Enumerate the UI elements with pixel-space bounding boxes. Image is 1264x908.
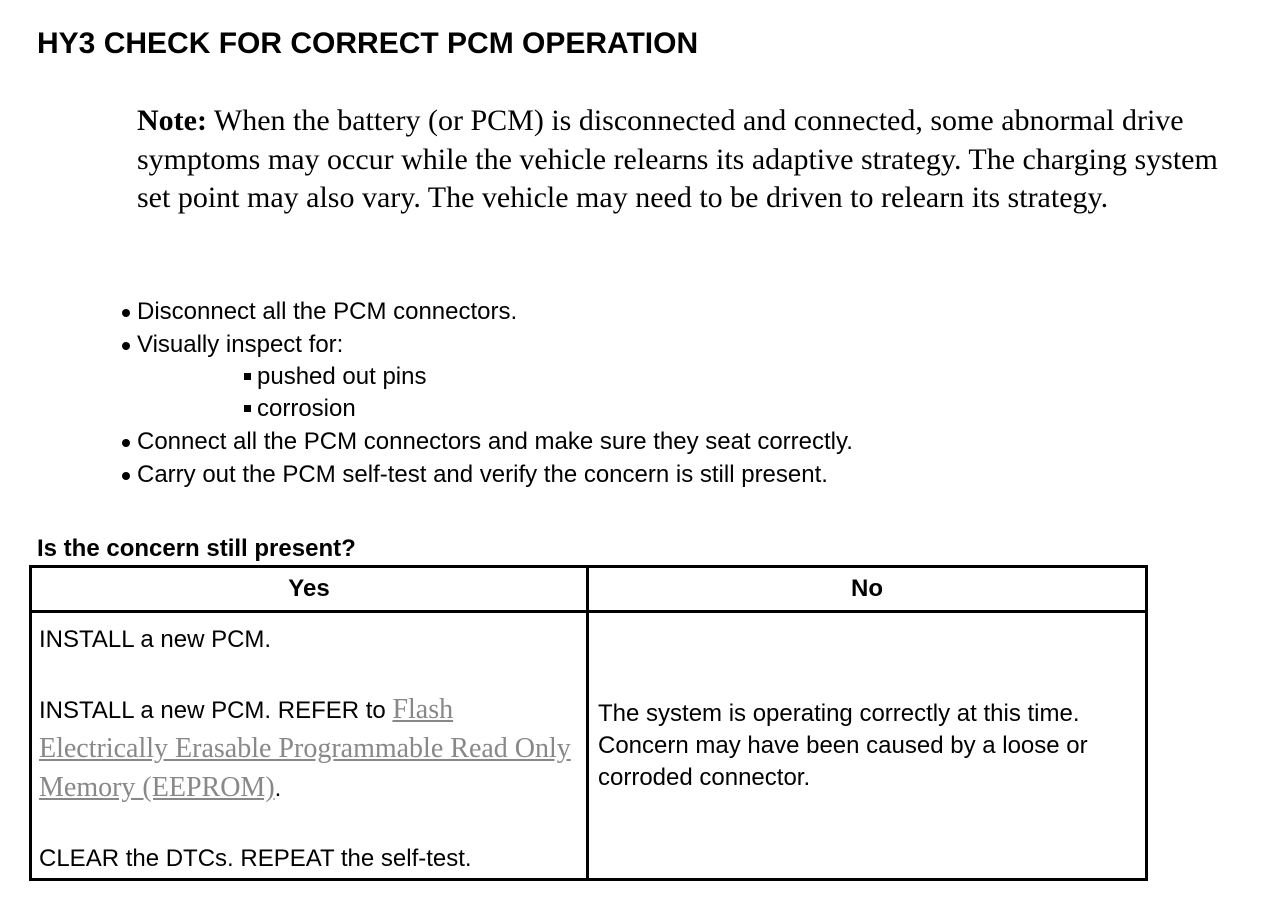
step-connect: Connect all the PCM connectors and make sure they seat correctly.: [116, 425, 853, 458]
yes-refer-suffix: .: [274, 775, 282, 802]
yes-action-clear: CLEAR the DTCs. REPEAT the self-test.: [39, 845, 472, 872]
inspect-list: [137, 361, 853, 425]
yes-action-refer: [39, 691, 580, 808]
step-list: [116, 295, 853, 491]
yes-action-install: INSTALL a new PCM.: [39, 626, 272, 653]
yes-header: Yes: [31, 567, 588, 612]
step-disconnect: Disconnect all the PCM connectors.: [116, 295, 853, 328]
note-text: When the battery (or PCM) is disconnected and connected, some abnormal drive symptoms may occur while the vehicle relearns its adaptive strategy. The charging system set point may also vary. The vehicle may need to be driven to relearn its strategy.: [137, 104, 1218, 214]
question: Is the concern still present?: [37, 535, 356, 562]
no-cell: The system is operating correctly at this time. Concern may have been caused by a loose or corroded connector.: [588, 612, 1147, 880]
eeprom-link[interactable]: Flash Electrically Erasable Programmable Read Only Memory (EEPROM): [39, 694, 571, 803]
inspect-item: corrosion: [239, 393, 853, 425]
no-header: No: [588, 567, 1147, 612]
step-inspect-label: Visually inspect for:: [137, 331, 344, 358]
inspect-item: pushed out pins: [239, 361, 853, 393]
note-label: Note:: [137, 104, 207, 137]
answer-table: [29, 565, 1148, 881]
step-self-test: Carry out the PCM self-test and verify the concern is still present.: [116, 458, 853, 491]
table-row: [31, 612, 1147, 880]
page-title: HY3 CHECK FOR CORRECT PCM OPERATION: [37, 27, 699, 60]
step-inspect: [116, 328, 853, 425]
note: [137, 102, 1237, 218]
yes-cell: [31, 612, 588, 880]
table-header-row: [31, 567, 1147, 612]
yes-refer-prefix: INSTALL a new PCM. REFER to: [39, 697, 393, 724]
